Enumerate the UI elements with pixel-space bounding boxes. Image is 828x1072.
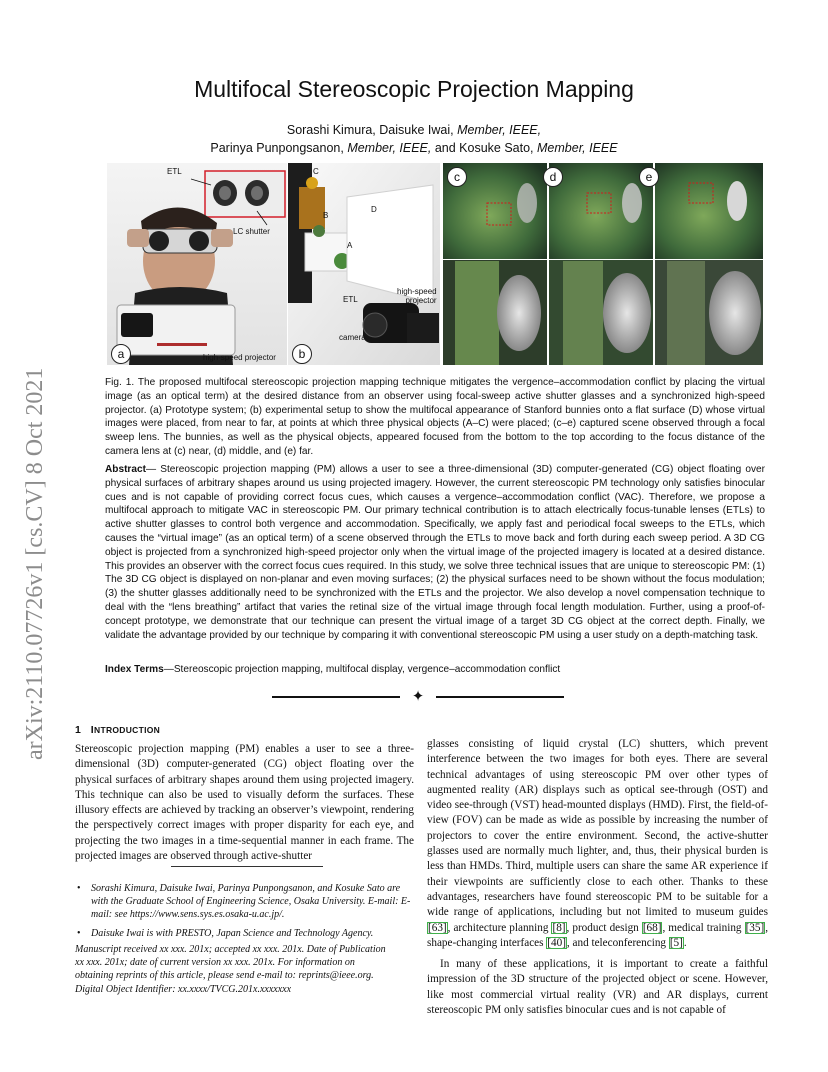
label-object-a: A [347, 241, 353, 250]
author-name-2: Parinya Punpongsanon, [210, 141, 348, 155]
paper-title: Multifocal Stereoscopic Projection Mapping [194, 76, 634, 102]
paragraph-text: , product design [566, 921, 642, 934]
footnote-separator [171, 866, 323, 867]
citation-link-40[interactable]: [40] [547, 936, 566, 949]
manuscript-line-4: Digital Object Identifier: xx.xxxx/TVCG.201x.xxxxxxx [75, 983, 292, 995]
author-line-2 [0, 139, 828, 157]
arxiv-identifier-stamp [12, 292, 52, 762]
divider-line-left [272, 696, 400, 698]
section-number: 1 [75, 724, 82, 736]
figure-1-teaser [107, 163, 763, 365]
member-tag-2: Member, IEEE, [347, 141, 432, 155]
label-lc-shutter: LC shutter [233, 227, 270, 236]
citation-link-68[interactable]: [68] [642, 921, 662, 934]
panel-label-b: b [292, 344, 312, 364]
label-etl-a: ETL [167, 167, 182, 176]
panel-label-e: e [639, 167, 659, 187]
section-title-initial: I [90, 724, 95, 736]
figure-1-caption: Fig. 1. The proposed multifocal stereoscopic projection mapping technique mitigates the vergence–accommodation conflict by placing the virtual image (as an optical term) at the desired distance from an observer using focal-sweep active shutter glasses and a synchronized high-speed projector. (a) Prototype system; (b) experimental setup to show the multifocal appearance of Stanford bunnies onto a flat surface (D) whose virtual images were placed, from near to far, at points at which three physical objects (A–C) were placed; (c–e) captured scene observed through a focal sweep lens. The bunnies, as well as the physical objects, appeared focused from the bottom to the top according to the focus distance of the camera lens at (c) near, (d) middle, and (e) far. [105, 377, 765, 457]
member-tag-3: Member, IEEE [537, 141, 618, 155]
divider-star-icon: ✦ [411, 687, 425, 705]
right-column-body [427, 737, 768, 1018]
label-etl-b: ETL [343, 295, 358, 304]
label-surface-d: D [371, 205, 377, 214]
intro-paragraph-1-continued [427, 737, 768, 951]
footnote-presto: • Daisuke Iwai is with PRESTO, Japan Science and Technology Agency. [91, 927, 414, 940]
paragraph-text: , and teleconferencing [566, 936, 669, 949]
citation-link-8[interactable]: [8] [552, 921, 566, 934]
divider-line-right [436, 696, 564, 698]
section-heading-introduction [75, 724, 160, 736]
manuscript-line-2: xx xxx. 201x; date of current version xx xxx. 201x. For information on [75, 957, 355, 969]
paragraph-text: , medical training [662, 921, 745, 934]
citation-link-35[interactable]: [35] [745, 921, 765, 934]
label-high-speed-projector-b-line2: projector [405, 296, 437, 305]
figure-1-graphic [107, 163, 763, 365]
section-title-rest: NTRODUCTION [94, 725, 161, 735]
author-affiliation-footnotes [75, 882, 414, 945]
panel-a-prototype [107, 163, 287, 365]
abstract-text: — Stereoscopic projection mapping (PM) allows a user to see a three-dimensional (3D) computer-generated (CG) object floating over physical surfaces of arbitrary shapes around us using projected imagery. However, the current stereoscopic PM technology only satisfies binocular cues and is not capable of providing correct focus cues, which causes a vergence–accommodation conflict (VAC). Therefore, we propose a multifocal approach to mitigate VAC in stereoscopic PM. Our primary technical contribution is to attach electrically focus-tunable lenses (ETLs) to active shutter glasses to control both vergence and accommodation. Specifically, we apply fast and periodical focal sweeps to the ETLs, which causes the “virtual image” (as an optical term) of a scene observed through the ETLs to move back and forth during each sweep period. A 3D CG object is projected from a synchronized high-speed projector only when the virtual image of the projected imagery is located at a desired distance. This provides an observer with the correct focus cues required. In this study, we solve three technical issues that are unique to stereoscopic PM: (1) The 3D CG object is displayed on non-planar and even moving surfaces; (2) the physical surfaces need to be shown without the focus modulation; (3) the shutter glasses additionally need to be synchronized with the ETLs and the projector. We also develop a novel compensation technique to deal with the “lens breathing” artifact that varies the retinal size of the virtual image through focal length modulation. Further, using a proof-of-concept prototype, we demonstrate that our technique can present the virtual image of a target 3D CG object at the correct depth. Finally, we validate the advantage provided by our technique by comparing it with conventional stereoscopic PM using a user study on a depth-matching task. [105, 464, 765, 641]
label-high-speed-projector-a: high-speed projector [203, 353, 276, 362]
abstract-label: Abstract [105, 464, 146, 475]
label-camera: camera [339, 333, 366, 342]
index-terms [105, 663, 765, 677]
citation-link-5[interactable]: [5] [669, 936, 683, 949]
manuscript-line-3: obtaining reprints of this article, please send e-mail to: reprints@ieee.org. [75, 970, 374, 982]
paragraph-text: , shape-changing interfaces [427, 921, 768, 949]
intro-paragraph-1: Stereoscopic projection mapping (PM) enables a user to see a three-dimensional (3D) computer-generated (CG) object floating over the physical surfaces of arbitrary shapes around them using projected imagery. This technique can also be used to visually deform the surfaces. These illusory effects are achieved by tracking an observer’s viewpoint, rendering the perspectively correct images with proper disparity for each eye, and projecting the two images in a time-sequential manner in each frame. The projected images are observed through active-shutter [75, 743, 414, 863]
label-high-speed-projector-b [397, 287, 437, 305]
paragraph-text: . [683, 936, 687, 949]
citation-link-63[interactable]: [63] [428, 921, 447, 934]
footnote-affiliation: • Sorashi Kimura, Daisuke Iwai, Parinya Punpongsanon, and Kosuke Sato are with the Graduate School of Engineering Science, Osaka University. E-mail: E-mail: see https://www.sens.sys.es.osaka-u.ac.jp/. [91, 882, 414, 922]
panel-e-far-focus [655, 163, 763, 365]
author-line-1 [0, 121, 828, 139]
intro-paragraph-2: In many of these applications, it is important to create a faithful impression of the 3D structure of the projected object or scene. However, like most commercial virtual reality (VR) and AR displays, current stereoscopic PM only satisfies binocular cues and is not capable of [427, 958, 768, 1017]
left-column-body [75, 742, 414, 864]
panel-d-middle-focus [549, 163, 653, 365]
section-divider [272, 689, 564, 703]
paragraph-text: , architecture planning [447, 921, 552, 934]
author-names-1: Sorashi Kimura, Daisuke Iwai, [286, 123, 458, 137]
paragraph-text: glasses consisting of liquid crystal (LC) shutters, which prevent interference between the two images for both eyes. There are several technical advantages of using stereoscopic PM over other types of augmented reality (AR) displays such as optical see-through (OST) and video see-through (VST) head-mounted displays (HMD). First, the field-of-view (FOV) can be made as wide as possible by increasing the number of projectors to cover the entire environment. Second, the active-shutter glasses used are normally much lighter, and, thus, their physical burden is less than HMDs. Third, multiple users can share the same AR experience if their viewpoints are sufficiently close to each other. Thanks to these advantages, researchers have found stereoscopic PM to be suitable for a wide range of applications, including but not limited to museum guides [427, 738, 768, 919]
manuscript-info [75, 943, 414, 996]
panel-label-c: c [447, 167, 467, 187]
label-high-speed-projector-b-line1: high-speed [397, 287, 437, 296]
label-object-b: B [323, 211, 329, 220]
index-terms-text: —Stereoscopic projection mapping, multifocal display, vergence–accommodation conflict [163, 664, 561, 675]
arxiv-stamp-text: arXiv:2110.07726v1 [cs.CV] 8 Oct 2021 [22, 367, 48, 760]
index-terms-label: Index Terms [105, 664, 164, 675]
abstract [105, 463, 765, 642]
author-list [0, 121, 828, 157]
manuscript-line-1: Manuscript received xx xxx. 201x; accepted xx xxx. 201x. Date of Publication [75, 944, 386, 955]
panel-label-d: d [543, 167, 563, 187]
panel-c-near-focus [443, 163, 547, 365]
author-name-3: and Kosuke Sato, [431, 141, 538, 155]
panel-label-a: a [111, 344, 131, 364]
member-tag-1: Member, IEEE, [457, 123, 542, 137]
label-object-c: C [313, 167, 319, 176]
